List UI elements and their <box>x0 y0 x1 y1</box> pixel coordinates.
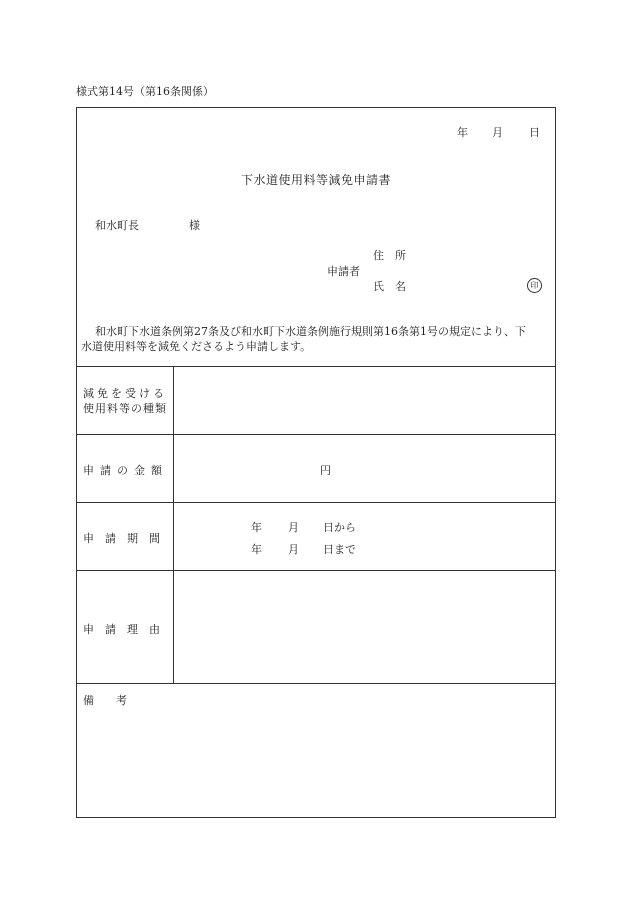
date-month-label: 月 <box>492 126 503 139</box>
remarks-field[interactable] <box>77 708 555 816</box>
application-statement <box>81 324 551 354</box>
fee-type-label-line-1: 減免を受ける <box>83 387 167 400</box>
period-label: 申 請 期 間 <box>83 532 160 545</box>
fee-type-label <box>83 386 167 416</box>
period-from-day: 日から <box>323 521 356 534</box>
period-to-day: 日まで <box>323 543 356 556</box>
fee-type-label-line-2: 使用料等の種類 <box>83 402 167 415</box>
addressee-honorific: 様 <box>189 219 200 232</box>
reason-label: 申 請 理 由 <box>83 623 160 636</box>
applicant-address-label: 住 所 <box>373 249 406 262</box>
date-day-label: 日 <box>529 126 540 139</box>
period-to-month: 月 <box>288 543 299 556</box>
period-field[interactable] <box>174 503 555 569</box>
date-year-label: 年 <box>457 126 468 139</box>
fee-type-field[interactable] <box>174 367 555 433</box>
remarks-label: 備 考 <box>83 694 127 707</box>
period-from-year: 年 <box>251 521 262 534</box>
divider <box>77 683 555 684</box>
period-from-month: 月 <box>288 521 299 534</box>
period-to-year: 年 <box>251 543 262 556</box>
seal-mark: 印 <box>527 278 542 293</box>
statement-line-2: 水道使用料等を減免くださるよう申請します。 <box>81 340 312 353</box>
applicant-name-label: 氏 名 <box>373 280 406 293</box>
applicant-label: 申請者 <box>327 265 360 278</box>
reason-field[interactable] <box>174 571 555 682</box>
form-title: 下水道使用料等減免申請書 <box>241 173 392 187</box>
application-form <box>76 107 556 818</box>
form-code: 様式第14号（第16条関係） <box>76 85 214 98</box>
amount-unit: 円 <box>320 464 331 477</box>
statement-line-1: 和水町下水道条例第27条及び和水町下水道条例施行規則第16条第1号の規定により、下 <box>95 325 526 338</box>
amount-label: 申請の金額 <box>83 464 168 477</box>
addressee-name: 和水町長 <box>95 219 139 232</box>
amount-field[interactable] <box>174 435 555 501</box>
